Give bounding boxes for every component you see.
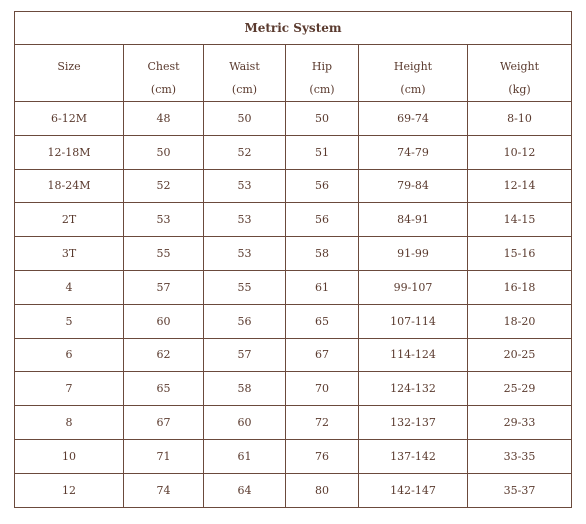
table-cell: 8-10: [468, 102, 572, 136]
table-cell: 74-79: [359, 135, 468, 169]
table-row: [15, 135, 572, 169]
table-cell: 29-33: [468, 406, 572, 440]
table-cell: 6-12M: [15, 102, 124, 136]
table-cell: 52: [204, 135, 286, 169]
column-header-name: Chest: [147, 60, 180, 73]
table-cell: 12-18M: [15, 135, 124, 169]
table-cell: 50: [286, 102, 359, 136]
table-row: [15, 203, 572, 237]
column-header-name: Hip: [311, 60, 333, 73]
table-cell: 25-29: [468, 372, 572, 406]
column-header-size: [15, 45, 124, 102]
table-row: [15, 338, 572, 372]
column-header-name: Waist: [229, 60, 260, 73]
table-row: [15, 304, 572, 338]
table-cell: 71: [124, 439, 204, 473]
table-cell: 48: [124, 102, 204, 136]
column-header-name: Size: [57, 60, 81, 73]
table-cell: 18-24M: [15, 169, 124, 203]
table-cell: 20-25: [468, 338, 572, 372]
table-cell: 18-20: [468, 304, 572, 338]
table-cell: 33-35: [468, 439, 572, 473]
column-header-unit: (kg): [508, 83, 531, 96]
table-cell: 76: [286, 439, 359, 473]
table-cell: 56: [286, 203, 359, 237]
header-row: [15, 45, 572, 102]
table-row: [15, 102, 572, 136]
table-title: Metric System: [15, 12, 572, 45]
table-cell: 60: [124, 304, 204, 338]
table-cell: 114-124: [359, 338, 468, 372]
table-cell: 72: [286, 406, 359, 440]
column-header-weight: [468, 45, 572, 102]
table-cell: 58: [204, 372, 286, 406]
table-cell: 10-12: [468, 135, 572, 169]
table-cell: 35-37: [468, 473, 572, 507]
table-cell: 91-99: [359, 237, 468, 271]
table-cell: 70: [286, 372, 359, 406]
table-cell: 51: [286, 135, 359, 169]
size-chart: [14, 11, 571, 508]
table-cell: 5: [15, 304, 124, 338]
table-cell: 6: [15, 338, 124, 372]
column-header-unit: (cm): [400, 83, 426, 96]
column-header-unit: (cm): [309, 83, 335, 96]
table-cell: 12: [15, 473, 124, 507]
table-cell: 2T: [15, 203, 124, 237]
table-cell: 53: [204, 237, 286, 271]
column-header-name: Height: [393, 60, 433, 73]
table-cell: 67: [124, 406, 204, 440]
table-cell: 80: [286, 473, 359, 507]
table-cell: 132-137: [359, 406, 468, 440]
column-header-unit: (cm): [150, 83, 177, 96]
table-cell: 7: [15, 372, 124, 406]
table-cell: 52: [124, 169, 204, 203]
table-cell: 124-132: [359, 372, 468, 406]
table-cell: 62: [124, 338, 204, 372]
table-row: [15, 406, 572, 440]
table-cell: 60: [204, 406, 286, 440]
table-cell: 61: [204, 439, 286, 473]
table-cell: 99-107: [359, 270, 468, 304]
table-cell: 57: [124, 270, 204, 304]
table-cell: 56: [204, 304, 286, 338]
column-header-waist: [204, 45, 286, 102]
table-body: [15, 102, 572, 508]
table-cell: 12-14: [468, 169, 572, 203]
column-header-chest: [124, 45, 204, 102]
table-cell: 137-142: [359, 439, 468, 473]
table-cell: 10: [15, 439, 124, 473]
table-cell: 58: [286, 237, 359, 271]
table-cell: 56: [286, 169, 359, 203]
table-row: [15, 372, 572, 406]
table-cell: 16-18: [468, 270, 572, 304]
table-cell: 61: [286, 270, 359, 304]
table-cell: 55: [204, 270, 286, 304]
column-header-hip: [286, 45, 359, 102]
table-row: [15, 237, 572, 271]
table-cell: 84-91: [359, 203, 468, 237]
table-cell: 69-74: [359, 102, 468, 136]
table-row: [15, 473, 572, 507]
table-cell: 15-16: [468, 237, 572, 271]
table-cell: 3T: [15, 237, 124, 271]
column-header-name: Weight: [500, 60, 540, 73]
table-row: [15, 169, 572, 203]
table-cell: 64: [204, 473, 286, 507]
table-cell: 4: [15, 270, 124, 304]
metric-size-table: [14, 11, 572, 508]
table-cell: 65: [286, 304, 359, 338]
table-cell: 65: [124, 372, 204, 406]
table-cell: 8: [15, 406, 124, 440]
column-header-unit: (cm): [231, 83, 258, 96]
table-cell: 142-147: [359, 473, 468, 507]
table-cell: 50: [204, 102, 286, 136]
table-row: [15, 439, 572, 473]
column-header-height: [359, 45, 468, 102]
table-cell: 14-15: [468, 203, 572, 237]
table-cell: 57: [204, 338, 286, 372]
table-cell: 55: [124, 237, 204, 271]
table-cell: 53: [204, 203, 286, 237]
table-cell: 53: [124, 203, 204, 237]
table-cell: 79-84: [359, 169, 468, 203]
table-cell: 53: [204, 169, 286, 203]
table-row: [15, 270, 572, 304]
table-cell: 50: [124, 135, 204, 169]
table-cell: 67: [286, 338, 359, 372]
table-cell: 107-114: [359, 304, 468, 338]
table-cell: 74: [124, 473, 204, 507]
